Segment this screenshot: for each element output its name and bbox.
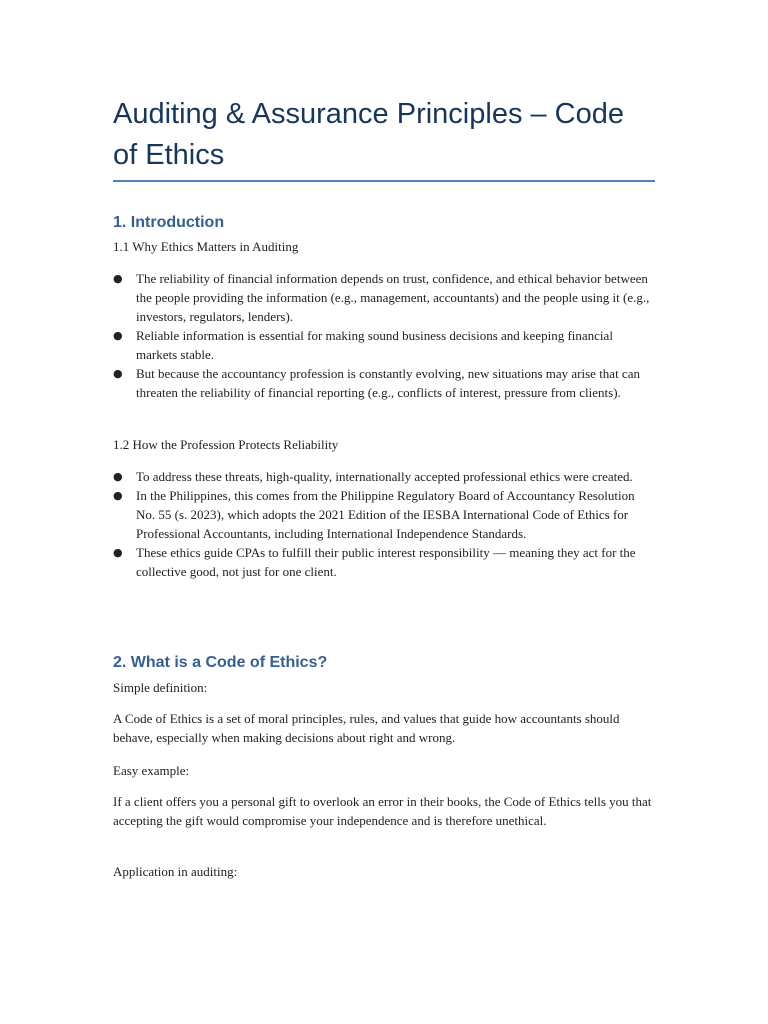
- list-item-text: These ethics guide CPAs to fulfill their public interest responsibility — meaning they act for the collective good, not just for one client.: [136, 545, 636, 579]
- bullet-icon: ●: [113, 272, 123, 285]
- definition-label: Simple definition:: [113, 680, 208, 695]
- list-item: [113, 486, 655, 543]
- title-underline: [113, 180, 655, 182]
- list-item: [113, 364, 655, 402]
- list-item: [113, 467, 655, 486]
- example-label: Easy example:: [113, 763, 190, 778]
- bullet-icon: ●: [113, 470, 123, 483]
- application-label: Application in auditing:: [113, 864, 238, 879]
- list-item-text: In the Philippines, this comes from the Philippine Regulatory Board of Accountancy Resolution No. 55 (s. 2023), which adopts the 2021 Edition of the IESBA International Code of Ethics for Professional Accountants, including International Independence Standards.: [136, 488, 635, 541]
- bullet-icon: ●: [113, 546, 123, 559]
- list-item: [113, 543, 655, 581]
- bullet-icon: ●: [113, 329, 123, 342]
- bullet-list-why-ethics-matters: [113, 269, 655, 402]
- bullet-icon: ●: [113, 489, 123, 502]
- section-heading-what-is-code-of-ethics: 2. What is a Code of Ethics?: [113, 654, 328, 671]
- bullet-icon: ●: [113, 367, 123, 380]
- subsection-heading-how-profession-protects: 1.2 How the Profession Protects Reliability: [113, 437, 339, 452]
- section-heading-introduction: 1. Introduction: [113, 214, 225, 231]
- document-title: Auditing & Assurance Principles – Code of Ethics: [113, 98, 625, 171]
- list-item-text: But because the accountancy profession is constantly evolving, new situations may arise that can threaten the reliability of financial reporting (e.g., conflicts of interest, pressure from clients).: [136, 366, 640, 400]
- subsection-heading-why-ethics-matters: 1.1 Why Ethics Matters in Auditing: [113, 239, 299, 254]
- list-item: [113, 269, 655, 326]
- list-item-text: Reliable information is essential for making sound business decisions and keeping financial markets stable.: [136, 328, 613, 362]
- bullet-list-how-profession-protects: [113, 467, 655, 581]
- example-text: If a client offers you a personal gift to overlook an error in their books, the Code of Ethics tells you that accepting the gift would compromise your independence and is therefore unethical.: [113, 794, 652, 828]
- list-item: [113, 326, 655, 364]
- list-item-text: To address these threats, high-quality, internationally accepted professional ethics were created.: [136, 469, 633, 484]
- definition-text: A Code of Ethics is a set of moral principles, rules, and values that guide how accountants should behave, especially when making decisions about right and wrong.: [113, 711, 620, 745]
- list-item-text: The reliability of financial information depends on trust, confidence, and ethical behavior between the people providing the information (e.g., management, accountants) and the people using it (e.g., investors, regulators, lenders).: [136, 271, 650, 324]
